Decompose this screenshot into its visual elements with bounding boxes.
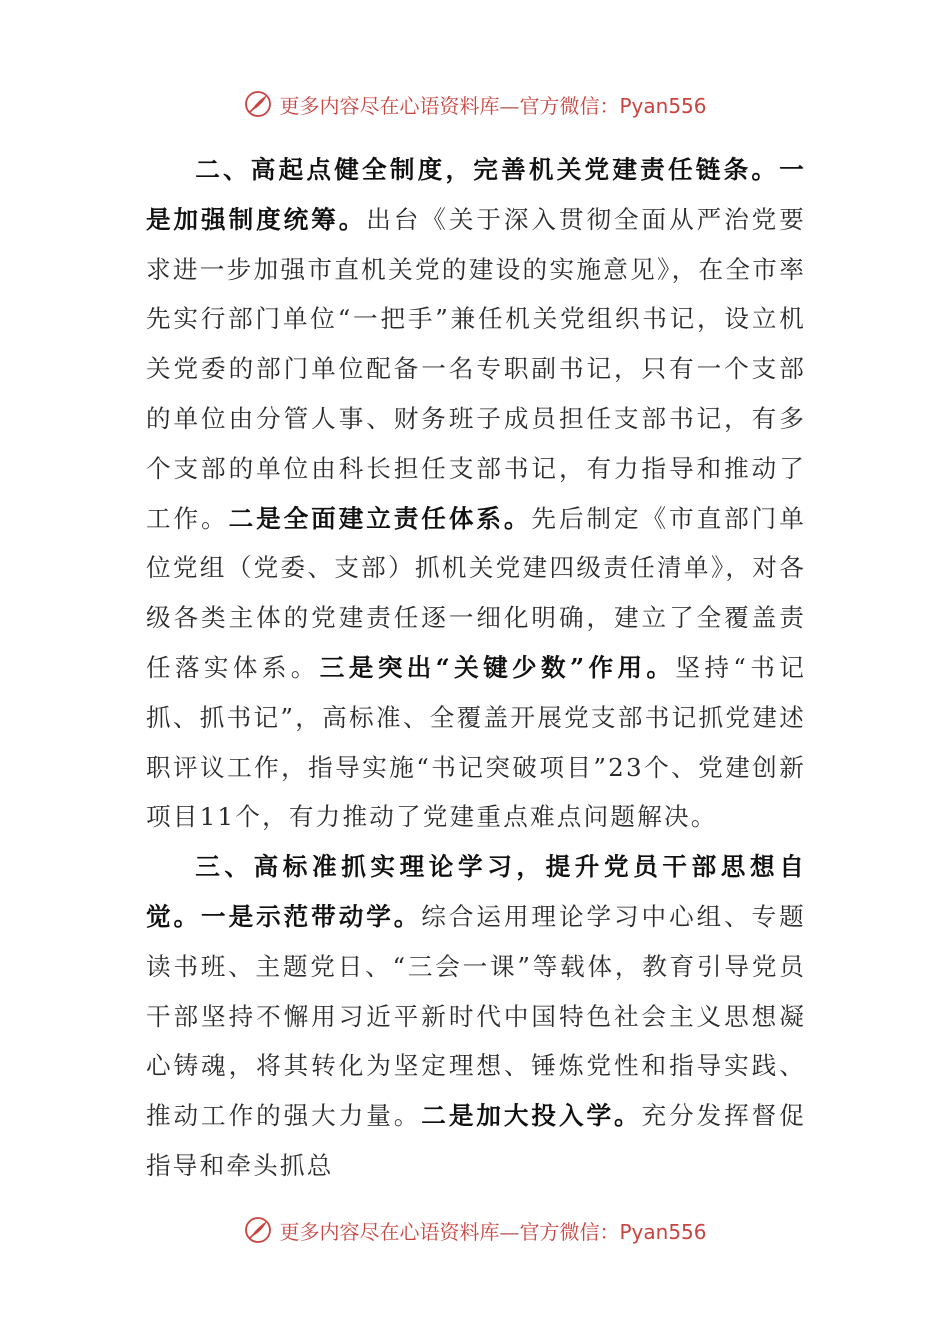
bold-heading: 三、高标准抓实理论学习，提升党员干部思想自觉。一是示范带动学。 xyxy=(146,852,806,931)
watermark-wechat-id: Pyan556 xyxy=(619,93,707,118)
bold-heading: 二、高起点健全制度，完善机关党建责任链条。一是加强制度统筹。 xyxy=(146,155,806,234)
body-text: 出台《关于深入贯彻全面从严治党要求进一步加强市直机关党的建设的实施意见》，在全市率先实行部门单位“一把手”兼任机关党组织书记，设立机关党委的部门单位配备一名专职副书记，只有一个支部的单位由分管人事、财务班子成员担任支部书记，有多个支部的单位由科长担任支部书记，有力指导和推动了工作。 xyxy=(146,204,806,533)
bold-heading: 二是全面建立责任体系。 xyxy=(228,503,532,533)
body-text: 先后制定《市直部门单位党组（党委、支部）抓机关党建四级责任清单》，对各级各类主体的党建责任逐一细化明确，建立了全覆盖责任落实体系。 xyxy=(146,503,806,682)
feather-pen-logo-icon xyxy=(243,1215,273,1245)
paragraph-section-two xyxy=(146,145,806,842)
body-text: 充分发挥督促指导和牵头抓总 xyxy=(146,1101,806,1180)
watermark-separator: — xyxy=(499,93,520,118)
body-text: 坚持“书记抓、抓书记”，高标准、全覆盖开展党支部书记抓党建述职评议工作，指导实施“书记突破项目”23个、党建创新项目11个，有力推动了党建重点难点问题解决。 xyxy=(146,652,806,832)
watermark-text xyxy=(279,90,706,119)
document-body xyxy=(146,145,806,1191)
watermark-title: 更多内容尽在心语资料库 xyxy=(279,93,500,118)
feather-pen-logo-icon xyxy=(243,89,273,119)
body-text: 综合运用理论学习中心组、专题读书班、主题党日、“三会一课”等载体，教育引导党员干部坚持不懈用习近平新时代中国特色社会主义思想凝心铸魂，将其转化为坚定理想、锤炼党性和指导实践、推动工作的强大力量。 xyxy=(146,901,806,1131)
paragraph-section-three xyxy=(146,842,806,1191)
header-watermark xyxy=(0,86,950,122)
watermark-text xyxy=(279,1216,706,1245)
watermark-wechat-id: Pyan556 xyxy=(619,1219,707,1244)
watermark-label: 官方微信： xyxy=(519,93,620,118)
bold-heading: 二是加大投入学。 xyxy=(421,1101,642,1131)
bold-heading: 三是突出“关键少数”作用。 xyxy=(319,652,676,682)
footer-watermark xyxy=(0,1212,950,1248)
watermark-title: 更多内容尽在心语资料库 xyxy=(279,1219,500,1244)
watermark-label: 官方微信： xyxy=(519,1219,620,1244)
watermark-separator: — xyxy=(499,1219,520,1244)
